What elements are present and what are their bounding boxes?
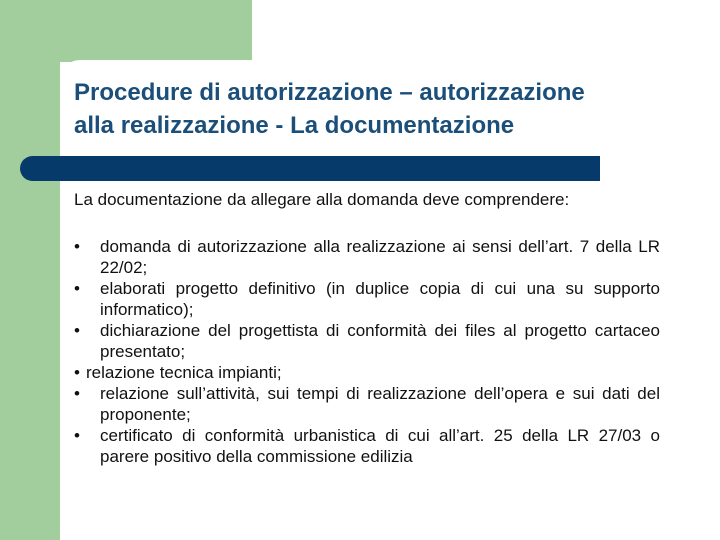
slide-title — [74, 76, 694, 142]
slide-title-line-1: Procedure di autorizzazione – autorizzazione — [74, 79, 585, 106]
bullet-domanda: • domanda di autorizzazione alla realizzazione ai sensi dell’art. 7 della LR 22/02; — [74, 236, 660, 278]
green-top-band — [0, 0, 252, 62]
green-left-band — [0, 0, 60, 540]
intro-text: La documentazione da allegare alla domanda deve comprendere: — [74, 190, 570, 209]
bullet-relazione-tecnica: • relazione tecnica impianti; — [74, 362, 660, 383]
bullet-certificato: • certificato di conformità urbanistica di cui all’art. 25 della LR 27/03 o parere positivo della commissione edilizia — [74, 425, 660, 467]
title-divider-bar — [20, 156, 600, 181]
bullet-elaborati: • elaborati progetto definitivo (in duplice copia di cui una su supporto informatico); — [74, 278, 660, 320]
bullet-dichiarazione: • dichiarazione del progettista di conformità dei files al progetto cartaceo presentato; — [74, 320, 660, 362]
slide-title-line-2: alla realizzazione - La documentazione — [74, 112, 515, 139]
bullet-relazione-attivita: • relazione sull’attività, sui tempi di realizzazione dell’opera e sui dati del proponente; — [74, 383, 660, 425]
requirements-list — [74, 236, 660, 467]
